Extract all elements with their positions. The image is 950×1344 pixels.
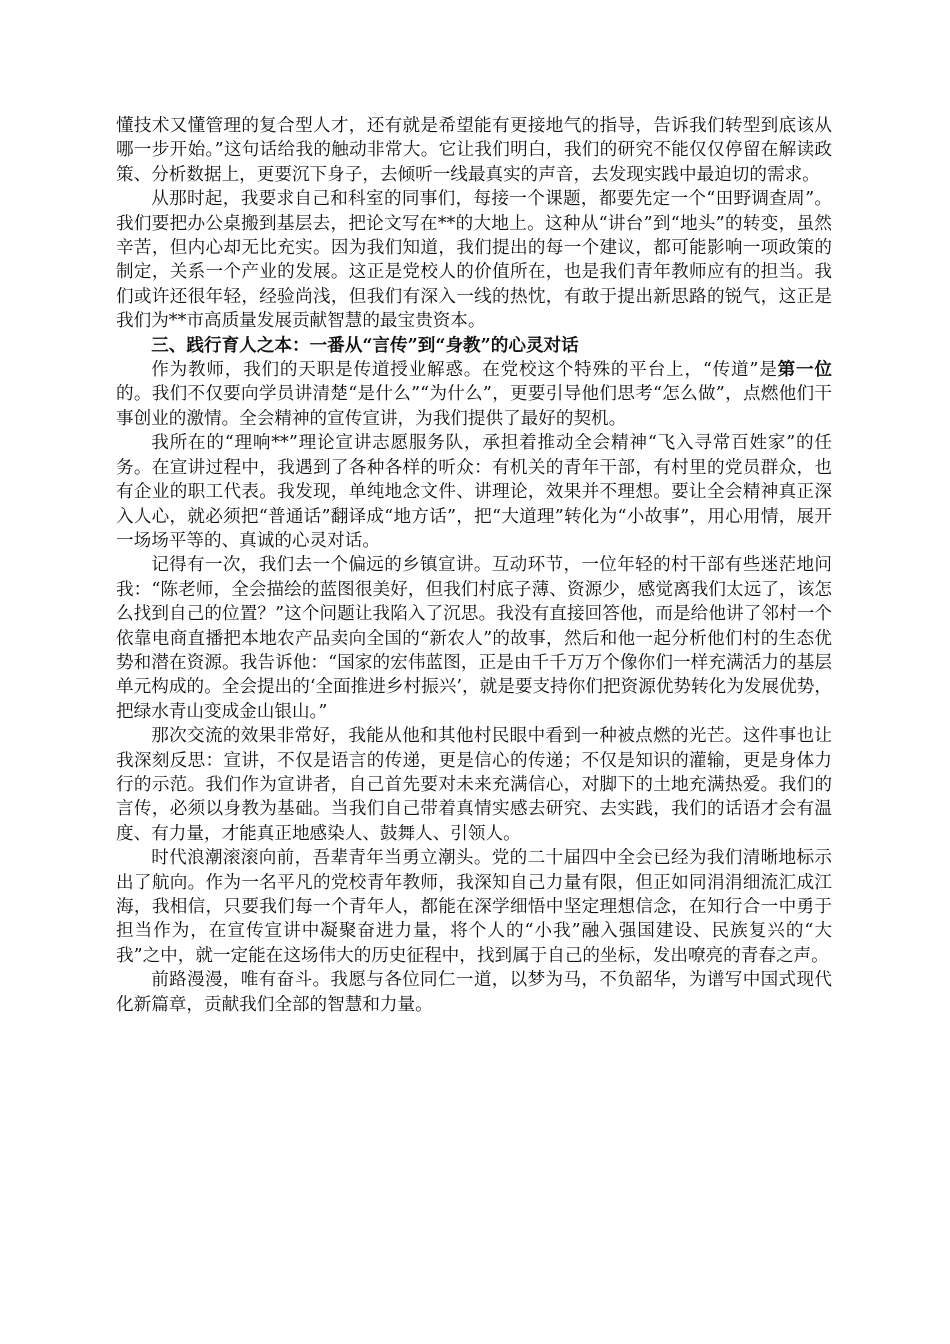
paragraph-text-part: 的。我们不仅要向学员讲清楚“是什么”“为什么”，更要引导他们思考“怎么做”，点燃他们干事创业的激情。全会精神的宣传宣讲，为我们提供了最好的契机。 <box>116 384 832 429</box>
paragraph-text-part: 作为教师，我们的天职是传道授业解惑。在党校这个特殊的平台上，“传道”是 <box>151 360 778 381</box>
bold-phrase: 第一位 <box>777 359 832 381</box>
paragraph-field-research: 从那时起，我要求自己和科室的同事们，每接一个课题，都要先定一个“田野调查周”。我们要把办公桌搬到基层去，把论文写在**的大地上。这种从“讲台”到“地头”的转变，虽然辛苦，但内心却无比充实。因为我们知道，我们提出的每一个建议，都可能影响一项政策的制定，关系一个产业的发展。这正是党校人的价值所在，也是我们青年教师应有的担当。我们或许还很年轻，经验尚浅，但我们有深入一线的热忱，有敢于提出新思路的锐气，这正是我们为**市高质量发展贡献智慧的最宝贵资本。 <box>116 189 832 332</box>
paragraph-era: 时代浪潮滚滚向前，吾辈青年当勇立潮头。党的二十届四中全会已经为我们清晰地标示出了航向。作为一名平凡的党校青年教师，我深知自己力量有限，但正如同涓涓细流汇成江海，我相信，只要我们每一个青年人，都能在深学细悟中坚定理想信念，在知行合一中勇于担当作为，在宣传宣讲中凝聚奋进力量，将个人的“小我”融入强国建设、民族复兴的“大我”之中，就一定能在这场伟大的历史征程中，找到属于自己的坐标，发出嘹亮的青春之声。 <box>116 848 832 966</box>
paragraph-continued: 懂技术又懂管理的复合型人才，还有就是希望能有更接地气的指导，告诉我们转型到底该从哪一步开始。”这句话给我的触动非常大。它让我们明白，我们的研究不能仅仅停留在解读政策、分析数据上，更要沉下身子，去倾听一线最真实的声音，去发现实践中最迫切的需求。 <box>116 116 832 185</box>
paragraph-closing: 前路漫漫，唯有奋斗。我愿与各位同仁一道，以梦为马，不负韶华，为谱写中国式现代化新篇章，贡献我们全部的智慧和力量。 <box>116 970 832 1015</box>
paragraph-reflection: 那次交流的效果非常好，我能从他和其他村民眼中看到一种被点燃的光芒。这件事也让我深刻反思：宣讲，不仅是语言的传递，更是信心的传递；不仅是知识的灌输，更是身体力行的示范。我们作为宣讲者，自己首先要对未来充满信心，对脚下的土地充满热爱。我们的言传，必须以身教为基础。当我们自己带着真情实感去研究、去实践，我们的话语才会有温度、有力量，才能真正地感染人、鼓舞人、引领人。 <box>116 726 832 844</box>
section-heading-3: 三、践行育人之本：一番从“言传”到“身教”的心灵对话 <box>151 334 579 356</box>
paragraph-village-story: 记得有一次，我们去一个偏远的乡镇宣讲。互动环节，一位年轻的村干部有些迷茫地问我：“陈老师，全会描绘的蓝图很美好，但我们村底子薄、资源少，感觉离我们太远了，该怎么找到自己的位置？”这个问题让我陷入了沉思。我没有直接回答他，而是给他讲了邻村一个依靠电商直播把本地农产品卖向全国的“新农人”的故事，然后和他一起分析他们村的生态优势和潜在资源。我告诉他：“国家的宏伟蓝图，正是由千千万万个像你们一样充满活力的基层单元构成的。全会提出的‘全面推进乡村振兴’，就是要支持你们把资源优势转化为发展优势，把绿水青山变成金山银山。” <box>116 555 832 722</box>
paragraph-teacher-duty <box>116 358 832 431</box>
paragraph-lecture-team: 我所在的“理响**”理论宣讲志愿服务队，承担着推动全会精神“飞入寻常百姓家”的任务。在宣讲过程中，我遇到了各种各样的听众：有机关的青年干部，有村里的党员群众，也有企业的职工代表。我发现，单纯地念文件、讲理论，效果并不理想。要让全会精神真正深入人心，就必须把“普通话”翻译成“地方话”，把“大道理”转化为“小故事”，用心用情，展开一场场平等的、真诚的心灵对话。 <box>116 433 832 551</box>
document-body <box>116 114 832 1017</box>
